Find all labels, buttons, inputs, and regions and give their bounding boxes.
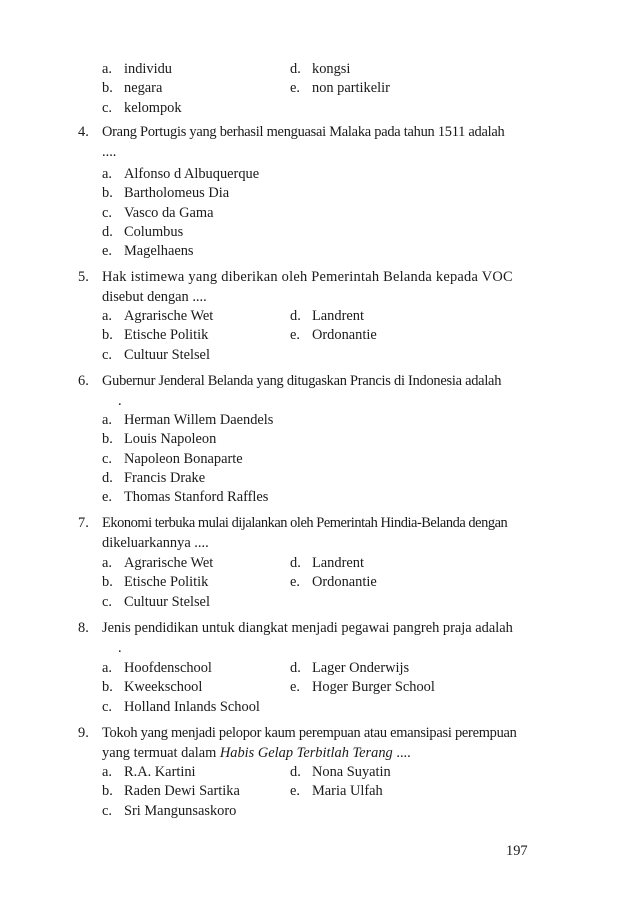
- question-number: 4.: [78, 124, 89, 140]
- q3-options: [102, 60, 552, 118]
- option-letter: c.: [102, 802, 112, 819]
- option-letter: b.: [102, 80, 113, 97]
- option-letter: e.: [102, 489, 112, 506]
- q4-option-c: [102, 204, 552, 223]
- question-5-line-2: disebut dengan ....: [102, 288, 207, 305]
- option-text: Cultuur Stelsel: [124, 346, 210, 363]
- option-text: Napoleon Bonaparte: [124, 450, 243, 467]
- option-text: Lager Onderwijs: [312, 660, 410, 676]
- option-text: Etische Politik: [124, 327, 209, 344]
- question-9-line-1: Tokoh yang menjadi pelopor kaum perempuan atau emansipasi perempuan: [102, 725, 517, 741]
- q5-options: [102, 307, 552, 365]
- question-7: [78, 514, 544, 553]
- question-9-line-2-suffix: ....: [392, 744, 411, 761]
- q7-option-d: [290, 554, 550, 573]
- option-letter: a.: [102, 764, 112, 780]
- option-letter: c.: [102, 346, 112, 363]
- option-letter: d.: [290, 764, 301, 780]
- q9-option-a: [102, 763, 290, 782]
- option-text: Agrarische Wet: [124, 555, 214, 571]
- q3-option-d: [290, 60, 550, 79]
- q8-option-a: [102, 659, 290, 678]
- option-text: Hoger Burger School: [312, 679, 435, 696]
- q3-option-a: [102, 60, 290, 79]
- option-text: kelompok: [124, 99, 182, 116]
- question-5: [78, 268, 544, 307]
- option-letter: e.: [290, 783, 300, 800]
- option-text: non partikelir: [312, 80, 390, 97]
- option-letter: d.: [102, 469, 113, 486]
- question-7-line-2: dikeluarkannya ....: [102, 534, 209, 551]
- question-9-line-2: [102, 744, 544, 764]
- option-letter: b.: [102, 431, 113, 448]
- q8-option-b: [102, 678, 290, 697]
- q4-options: [102, 165, 552, 261]
- option-text: Columbus: [124, 223, 184, 240]
- q7-option-e: [290, 573, 550, 592]
- q7-option-b: [102, 573, 290, 592]
- question-9-line-2-prefix: yang termuat dalam: [102, 744, 220, 761]
- q4-option-d: [102, 223, 552, 242]
- option-letter: b.: [102, 185, 113, 202]
- option-letter: b.: [102, 679, 113, 696]
- q9-option-e: [290, 782, 550, 801]
- option-text: Ordonantie: [312, 327, 377, 344]
- option-text: Bartholomeus Dia: [124, 185, 230, 202]
- option-letter: c.: [102, 99, 112, 116]
- option-text: individu: [124, 61, 172, 77]
- option-text: Agrarische Wet: [124, 308, 214, 324]
- option-letter: b.: [102, 783, 113, 800]
- q5-option-b: [102, 326, 290, 345]
- option-text: negara: [124, 80, 163, 97]
- question-6-line-2: .: [118, 392, 122, 409]
- option-letter: c.: [102, 450, 112, 467]
- option-text: Maria Ulfah: [312, 783, 383, 800]
- option-text: Etische Politik: [124, 574, 209, 591]
- option-letter: d.: [102, 223, 113, 240]
- question-4: [78, 123, 544, 162]
- q7-option-a: [102, 554, 290, 573]
- question-5-line-1: Hak istimewa yang diberikan oleh Pemerintah Belanda kepada VOC: [102, 269, 513, 285]
- option-letter: a.: [102, 412, 112, 428]
- option-letter: d.: [290, 660, 301, 676]
- option-letter: d.: [290, 61, 301, 77]
- option-text: Sri Mangunsaskoro: [124, 802, 237, 819]
- question-7-line-1: Ekonomi terbuka mulai dijalankan oleh Pemerintah Hindia-Belanda dengan: [102, 515, 508, 531]
- q4-option-b: [102, 184, 552, 203]
- option-letter: e.: [290, 80, 300, 97]
- option-text: Francis Drake: [124, 469, 206, 486]
- q3-option-b: [102, 79, 290, 98]
- q4-option-e: [102, 242, 552, 261]
- question-6: [78, 372, 544, 411]
- q3-option-e: [290, 79, 550, 98]
- q9-options: [102, 763, 552, 821]
- question-number: 9.: [78, 725, 89, 741]
- q9-option-b: [102, 782, 290, 801]
- option-letter: c.: [102, 593, 112, 610]
- option-letter: e.: [290, 327, 300, 344]
- option-letter: a.: [102, 308, 112, 324]
- question-number: 6.: [78, 373, 89, 389]
- question-8-line-1: Jenis pendidikan untuk diangkat menjadi pegawai pangreh praja adalah: [102, 620, 513, 636]
- q3-option-c: [102, 99, 290, 118]
- option-letter: b.: [102, 327, 113, 344]
- option-letter: d.: [290, 308, 301, 324]
- option-letter: e.: [102, 243, 112, 260]
- option-letter: e.: [290, 574, 300, 591]
- question-9: [78, 724, 544, 763]
- option-text: kongsi: [312, 61, 351, 77]
- book-title: Habis Gelap Terbitlah Terang: [219, 744, 393, 761]
- q6-option-e: [102, 488, 552, 507]
- q6-option-d: [102, 469, 552, 488]
- option-text: Vasco da Gama: [124, 204, 214, 221]
- page-number: 197: [506, 843, 528, 859]
- option-letter: e.: [290, 679, 300, 696]
- q8-option-c: [102, 698, 290, 717]
- option-text: Holland Inlands School: [124, 698, 260, 715]
- q8-option-e: [290, 678, 550, 697]
- option-text: Herman Willem Daendels: [124, 412, 274, 428]
- q6-option-a: [102, 411, 552, 430]
- question-number: 8.: [78, 620, 89, 636]
- option-text: Hoofdenschool: [124, 660, 212, 676]
- option-letter: a.: [102, 61, 112, 77]
- q7-options: [102, 554, 552, 612]
- question-4-line-2: ....: [102, 143, 117, 160]
- option-text: Raden Dewi Sartika: [124, 783, 240, 800]
- question-4-line-1: Orang Portugis yang berhasil menguasai Malaka pada tahun 1511 adalah: [102, 124, 505, 140]
- option-text: Cultuur Stelsel: [124, 593, 210, 610]
- option-text: Magelhaens: [124, 243, 194, 260]
- q5-option-e: [290, 326, 550, 345]
- question-8: [78, 619, 544, 658]
- question-8-line-2: .: [118, 639, 122, 656]
- option-text: Thomas Stanford Raffles: [124, 489, 269, 506]
- q5-option-d: [290, 307, 550, 326]
- option-text: R.A. Kartini: [124, 764, 196, 780]
- q8-option-d: [290, 659, 550, 678]
- option-text: Kweekschool: [124, 679, 203, 696]
- option-letter: c.: [102, 204, 112, 221]
- option-text: Louis Napoleon: [124, 431, 217, 448]
- option-letter: a.: [102, 166, 112, 182]
- q6-option-b: [102, 430, 552, 449]
- q6-options: [102, 411, 552, 507]
- q7-option-c: [102, 593, 290, 612]
- option-letter: d.: [290, 555, 301, 571]
- option-text: Landrent: [312, 555, 364, 571]
- q5-option-c: [102, 346, 290, 365]
- option-text: Alfonso d Albuquerque: [124, 166, 260, 182]
- q4-option-a: [102, 165, 552, 184]
- option-letter: b.: [102, 574, 113, 591]
- option-letter: c.: [102, 698, 112, 715]
- q5-option-a: [102, 307, 290, 326]
- option-text: Ordonantie: [312, 574, 377, 591]
- q6-option-c: [102, 450, 552, 469]
- question-number: 7.: [78, 515, 89, 531]
- q9-option-c: [102, 802, 290, 821]
- option-text: Landrent: [312, 308, 364, 324]
- question-6-line-1: Gubernur Jenderal Belanda yang ditugaskan Prancis di Indonesia adalah: [102, 373, 502, 389]
- question-number: 5.: [78, 269, 89, 285]
- option-letter: a.: [102, 555, 112, 571]
- q9-option-d: [290, 763, 550, 782]
- option-letter: a.: [102, 660, 112, 676]
- option-text: Nona Suyatin: [312, 764, 391, 780]
- q8-options: [102, 659, 552, 717]
